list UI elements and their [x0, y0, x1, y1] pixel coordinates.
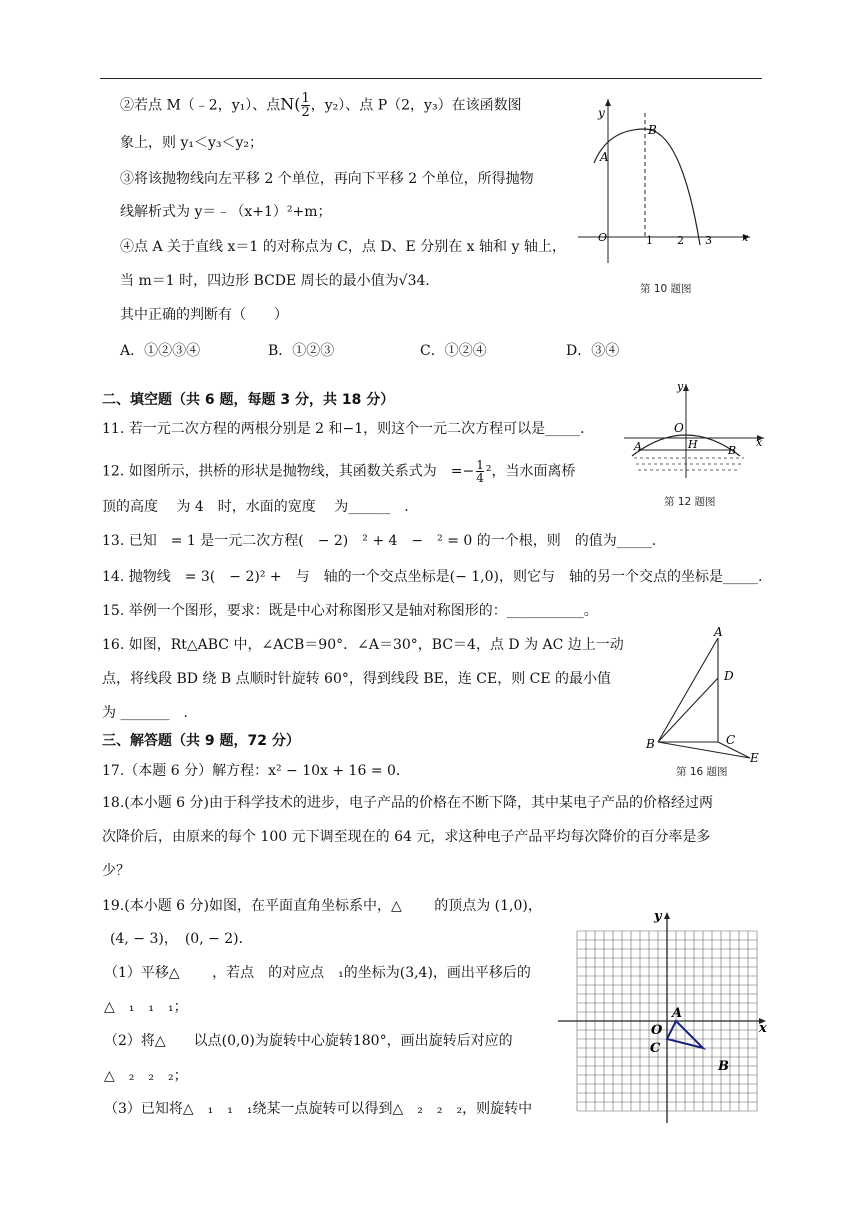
label-point-b: B [646, 737, 655, 751]
q16-line1: 16. 如图，Rt△ABC 中，∠ACB＝90°．∠A＝30°，BC＝4，点 D 为 AC 边上一动 [102, 637, 624, 653]
q16-line2: 点，将线段 BD 绕 B 点顺时针旋转 60°，得到线段 BE，连 CE，则 CE 的最小值 [102, 671, 612, 687]
q10-item2-line1 [120, 92, 522, 119]
q10-choice-d: D．③④ [566, 343, 620, 359]
tick-2: 2 [677, 234, 684, 247]
q10-choice-c: C．①②④ [420, 343, 487, 359]
label-h: H [688, 438, 698, 451]
y-axis-arrow-icon [605, 99, 611, 106]
q10-choice-a: A．①②③④ [120, 343, 201, 359]
q12-text-a: 12. 如图所示，拱桥的形状是抛物线，其函数关系式为 =− [102, 463, 475, 480]
q15: 15. 举例一个图形，要求：既是中心对称图形又是轴对称图形的：___________。 [102, 603, 598, 619]
label-origin: O [598, 231, 608, 244]
label-x: x [759, 1021, 767, 1036]
tick-1: 1 [646, 234, 653, 247]
q10-item3-line2: 线解析式为 y＝﹣（x+1）²+m； [120, 204, 332, 220]
fraction-numerator: 1 [476, 458, 484, 472]
q12-figure-caption: 第 12 题图 [664, 496, 716, 508]
label-point-c: C [650, 1041, 661, 1056]
label-point-a: A [634, 440, 642, 453]
label-point-b: B [718, 1059, 729, 1074]
q10-item3-line1: ③将该抛物线向左平移 2 个单位，再向下平移 2 个单位，所得抛物 [120, 171, 534, 187]
label-point-b: B [728, 444, 737, 457]
q19-part1-line1: （1）平移△ ，若点 的对应点 ₁的坐标为(3,4)，画出平移后的 [104, 965, 531, 981]
label-point-e: E [750, 751, 759, 764]
label-point-a: A [600, 150, 609, 164]
label-point-d: D [724, 669, 734, 683]
q19-line2: (4, − 3)， (0, − 2)． [110, 931, 253, 947]
q10-parabola-figure [578, 95, 758, 270]
q12-line1 [102, 459, 575, 484]
q10-choice-b: B．①②③ [268, 343, 335, 359]
segment-bd [658, 678, 718, 742]
parabola-curve [594, 129, 700, 245]
q10-item2-text-b: ，y₂）、点 P（2，y₃）在该函数图 [310, 97, 522, 114]
q10-figure-caption: 第 10 题图 [640, 283, 692, 295]
label-x: x [756, 436, 763, 449]
segment-be [658, 742, 750, 758]
label-y: y [598, 106, 605, 120]
label-point-a: A [714, 625, 723, 639]
q10-prompt: 其中正确的判断有（ ） [120, 307, 288, 323]
fraction-numerator: 1 [301, 91, 310, 106]
q10-item2-fraction [301, 92, 309, 119]
q10-item2-line2: 象上，则 y₁＜y₃＜y₂； [120, 135, 264, 151]
q17: 17.（本题 6 分）解方程：x² − 10x + 16 = 0． [102, 763, 410, 779]
q18-line2: 次降价后，由原来的每个 100 元下调至现在的 64 元，求这种电子产品平均每次降价的百分率是多 [102, 829, 711, 845]
q10-item2-n: N( [280, 94, 301, 114]
q10-item4-line2: 当 m＝1 时，四边形 BCDE 周长的最小值为√34． [120, 273, 440, 289]
y-axis-arrow-icon [664, 912, 670, 919]
q19-part2-line2: △ ₂ ₂ ₂； [104, 1068, 188, 1084]
q13: 13. 已知 = 1 是一元二次方程( − 2) ² + 4 − ² = 0 的一个根，则 的值为_____. [102, 533, 657, 549]
q19-line1: 19.(本小题 6 分)如图，在平面直角坐标系中，△ 的顶点为 (1,0)， [102, 898, 542, 914]
q10-item4-line1: ④点 A 关于直线 x＝1 的对称点为 C，点 D、E 分别在 x 轴和 y 轴上， [120, 239, 566, 255]
q12-text-b: ²，当水面离桥 [485, 463, 576, 480]
q19-grid-figure [558, 908, 772, 1128]
y-axis-arrow-icon [683, 384, 689, 391]
section3-heading: 三、解答题（共 9 题，72 分） [102, 733, 300, 749]
segment-ab [658, 638, 718, 742]
label-point-c: C [726, 733, 736, 747]
label-point-b: B [648, 123, 657, 137]
label-y: y [654, 909, 662, 924]
q16-triangle-figure [642, 624, 766, 764]
label-point-a: A [672, 1006, 683, 1021]
label-origin: O [674, 421, 684, 435]
tick-3: 3 [705, 234, 712, 247]
q16-figure-caption: 第 16 题图 [676, 766, 728, 778]
q19-part2-line1: （2）将△ 以点(0,0)为旋转中心旋转180°，画出旋转后对应的 [104, 1033, 513, 1049]
fraction-denominator: 4 [476, 471, 484, 485]
q12-bridge-figure [624, 378, 768, 488]
q16-line3: 为 _______ . [102, 705, 188, 721]
q19-part3-line1: （3）已知将△ ₁ ₁ ₁绕某一点旋转可以得到△ ₂ ₂ ₂，则旋转中 [104, 1101, 533, 1117]
section2-heading: 二、填空题（共 6 题，每题 3 分，共 18 分） [102, 392, 395, 408]
q18-line1: 18.(本小题 6 分)由于科学技术的进步，电子产品的价格在不断下降，其中某电子产品的价格经过两 [102, 795, 713, 811]
label-origin: O [651, 1023, 663, 1038]
water-hatch [634, 458, 744, 470]
label-y: y [677, 380, 684, 393]
q12-fraction [476, 459, 484, 484]
q14: 14. 抛物线 = 3( − 2)² + 与 轴的一个交点坐标是(− 1,0)，则它与 轴的另一个交点的坐标是_____. [102, 569, 763, 585]
q18-line3: 少？ [102, 863, 130, 879]
label-x: x [742, 231, 749, 244]
header-rule [100, 78, 762, 79]
q11: 11. 若一元二次方程的两根分别是 2 和−1，则这个一元二次方程可以是_____． [102, 421, 595, 437]
q19-part1-line2: △ ₁ ₁ ₁； [104, 999, 188, 1015]
q10-item2-text-a: ②若点 M（﹣2，y₁）、点 [120, 97, 281, 114]
fraction-denominator: 2 [301, 105, 310, 120]
q12-line2: 顶的高度 为 4 时，水面的宽度 为______ . [102, 499, 409, 515]
